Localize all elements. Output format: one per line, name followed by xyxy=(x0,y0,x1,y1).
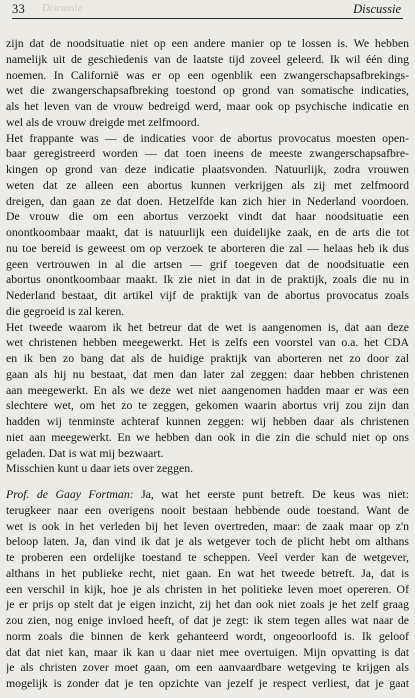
text-line: aan meegewerkt. En als we deze wet niet aangenomen hadden maar er was een xyxy=(6,382,409,397)
text-line: geen vertrouwen in al die artsen — grif toegeven dat de noodsituatie een xyxy=(6,256,409,271)
text-line: wet christenen hebben meegewerkt. Het is zelfs een voorstel van o.a. het CDA xyxy=(6,335,409,350)
text-line: wel als de vrouw dreigde met zelfmoord. xyxy=(6,114,200,129)
text-line: weten dat ze alleen een abortus kunnen verkrijgen als zij met zelfmoord xyxy=(6,177,409,192)
text-line: noemen. In Californië was er op een ogenblik een zwangerschapsafbrekings- xyxy=(6,67,409,82)
text-line: beloop laten. Ja, dan vind ik dat je als wetgever toch de plicht hebt om althans xyxy=(6,534,409,549)
text-line: geladen. Dat is wat mij bezwaart. xyxy=(6,445,164,460)
text-line: en ik ben zo bang dat als de huidige praktijk van aborteren net zo door zal xyxy=(6,351,409,365)
text-line xyxy=(6,487,409,503)
text-line: hadden wij tenminste achteraf kunnen zeggen: wij hebben daar als christenen xyxy=(6,414,409,428)
text-line: nu toe bereid is geweest om op verzoek te aborteren die zal — helaas heb ik dus xyxy=(6,240,409,255)
page-number: 33 xyxy=(12,2,25,16)
text-line: terugkeer naar een overigens nooit bestaan hebbende oude toestand. Want de xyxy=(6,502,409,517)
body-text xyxy=(6,36,409,692)
text-line: namelijk uit de geschiedenis van de laatste tijd zoveel geleerd. Ik wil één ding xyxy=(6,51,409,66)
section-title: Discussie xyxy=(353,2,401,16)
text-line: onontkoombaar maakt, dat is natuurlijk een duidelijke zaak, en de arts die tot xyxy=(6,225,409,239)
text-line: een verschil in kijk, hoe je als christen in het politieke leven moet opereren. Of xyxy=(6,581,409,596)
running-header xyxy=(6,0,409,19)
discussion-question-block xyxy=(6,36,409,477)
text-line: abortus onontkoombaar maakt. Ik zie niet in dat in de praktijk, zoals die nu in xyxy=(6,272,409,287)
text-line: je er prijs op stelt dat je eigen inzicht, zij het dan ook niet zoals je het zelf graag xyxy=(6,597,409,612)
text-line: Het tweede waarom ik het betreur dat de wet is aangenomen is, dat aan deze xyxy=(6,319,409,334)
text-line: als het leven van de vrouw bedreigd werd, maar ook op psychische indicatie en xyxy=(6,99,409,113)
speaker-name: Prof. de Gaay Fortman: xyxy=(6,487,134,501)
text-line: mogelijk is zonder dat je ten opzichte van jezelf je respect verliest, dat je gaat xyxy=(6,676,409,690)
show-through-header-text: Discussie xyxy=(42,3,83,14)
text-line: Misschien kunt u daar iets over zeggen. xyxy=(6,461,194,476)
text-line: norm zoals die binnen de kerk gehanteerd wordt, ongeoorloofd is. Ik geloof xyxy=(6,628,409,643)
text-line: Het frappante was — de indicaties voor de abortus provocatus moesten open- xyxy=(6,130,409,145)
text-line: Nederland bestaat, dit artikel vijf de praktijk van de abortus provocatus zoals xyxy=(6,288,409,302)
paragraph-gap xyxy=(6,477,409,487)
text-line: kingen op grond van deze indicatie plaatsvonden. Natuurlijk, zodra vrouwen xyxy=(6,162,409,176)
text-line: althans in het publieke recht, niet gaan. En wat het tweede betreft. Ja, dat is xyxy=(6,565,409,580)
text-line: die gegroeid is zal keren. xyxy=(6,303,125,318)
text-line: gaan als hij nu bestaat, dat men dan later zal zeggen: daar hebben christenen xyxy=(6,366,409,381)
text-line: je als christen zover moet gaan, om een aanvaardbare wetgeving te krijgen als xyxy=(6,660,409,675)
text-line: dat dat niet kan, maar ik kan u daar niet mee overtuigen. Mijn opvatting is dat xyxy=(6,644,409,659)
text-line: baar geregistreerd worden — dat toen ineens de meeste zwangerschapsafbre- xyxy=(6,146,409,161)
text-line: wet die zwangerschapsafbreking toestond op grond van somatische indicaties, xyxy=(6,83,409,98)
text-line: niet aan meegewerkt. En we hebben dan ook in die zin die schuld niet op ons xyxy=(6,429,409,444)
text-line: De vrouw die om een abortus verzoekt vindt dat haar noodsituatie een xyxy=(6,209,409,224)
speaker-first-line: Ja, wat het eerste punt betreft. De keus was niet: xyxy=(141,487,409,501)
text-line: zijn dat de noodsituatie niet op een andere manier op te lossen is. We hebben xyxy=(6,36,409,50)
text-line: slechtere wet, om het zo te zeggen, gekomen waarin abortus vrij zou zijn dan xyxy=(6,398,409,413)
text-line: zou zien, nog enige invloed heeft, of dat je zegt: ik stem tegen alles wat naar de xyxy=(6,613,409,627)
text-line: wet is ook in het verleden bij het leven overtreden, maar: de zaak maar op z'n xyxy=(6,518,409,533)
header-rule xyxy=(12,18,403,19)
discussion-answer-block xyxy=(6,487,409,692)
text-line: dreigen, dan gaan ze dat doen. Hetzelfde kan zich hier in Nederland voordoen. xyxy=(6,193,409,208)
text-line: te proberen een ordelijke toestand te scheppen. Veel verder kan de wetgever, xyxy=(6,550,409,564)
